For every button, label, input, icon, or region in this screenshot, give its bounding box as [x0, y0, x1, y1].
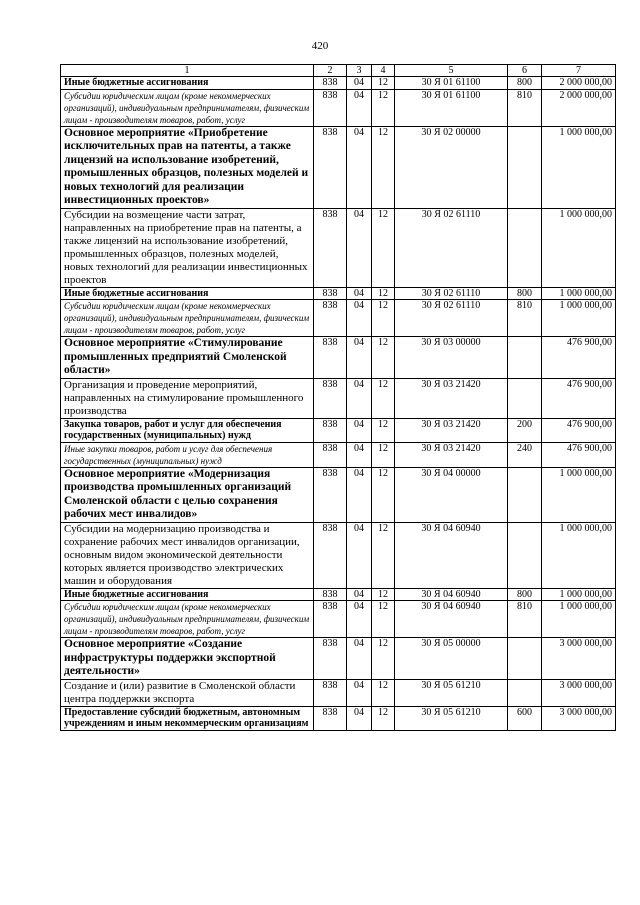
table-row	[61, 418, 616, 442]
row-name-cell: Субсидии на возмещение части затрат, направленных на приобретение прав на патенты, а также лицензий на использование изобретений, промышленных образцов, полезных моделей, новых технологий для реализации инвестиционных проектов	[61, 208, 314, 287]
expense-type-cell: 810	[508, 300, 542, 337]
page-number: 420	[311, 40, 329, 52]
table-row	[61, 679, 616, 706]
target-article-cell: 30 Я 05 00000	[395, 638, 508, 680]
section-cell: 04	[347, 442, 372, 467]
budget-table	[60, 64, 616, 731]
code-cell: 838	[314, 287, 347, 300]
target-article-cell: 30 Я 02 61110	[395, 208, 508, 287]
row-name-cell: Субсидии юридическим лицам (кроме некоммерческих организаций), индивидуальным предпринимателям, физическим лицам - производителям товаров, работ, услуг	[61, 89, 314, 126]
expense-type-cell	[508, 337, 542, 379]
expense-type-cell	[508, 522, 542, 588]
code-cell: 838	[314, 522, 347, 588]
expense-type-cell: 200	[508, 418, 542, 442]
amount-cell: 1 000 000,00	[542, 467, 616, 522]
table-row	[61, 208, 616, 287]
section-cell: 04	[347, 300, 372, 337]
subsection-cell: 12	[372, 126, 395, 208]
header-cell: 5	[395, 65, 508, 77]
section-cell: 04	[347, 378, 372, 418]
row-name-cell: Предоставление субсидий бюджетным, автономным учреждениям и иным некоммерческим организациям	[61, 706, 314, 730]
code-cell: 838	[314, 89, 347, 126]
row-name-cell: Иные бюджетные ассигнования	[61, 588, 314, 601]
row-name-cell: Основное мероприятие «Создание инфраструктуры поддержки экспортной деятельности»	[61, 638, 314, 680]
table-body	[61, 65, 616, 731]
code-cell: 838	[314, 442, 347, 467]
amount-cell: 1 000 000,00	[542, 522, 616, 588]
target-article-cell: 30 Я 03 00000	[395, 337, 508, 379]
section-cell: 04	[347, 522, 372, 588]
target-article-cell: 30 Я 02 00000	[395, 126, 508, 208]
table-row	[61, 467, 616, 522]
code-cell: 838	[314, 601, 347, 638]
header-cell: 3	[347, 65, 372, 77]
header-cell: 7	[542, 65, 616, 77]
target-article-cell: 30 Я 03 21420	[395, 418, 508, 442]
expense-type-cell	[508, 208, 542, 287]
header-cell: 4	[372, 65, 395, 77]
section-cell: 04	[347, 601, 372, 638]
subsection-cell: 12	[372, 89, 395, 126]
row-name-cell: Иные бюджетные ассигнования	[61, 77, 314, 90]
table-row	[61, 300, 616, 337]
amount-cell: 1 000 000,00	[542, 300, 616, 337]
expense-type-cell: 800	[508, 287, 542, 300]
code-cell: 838	[314, 638, 347, 680]
section-cell: 04	[347, 418, 372, 442]
subsection-cell: 12	[372, 378, 395, 418]
section-cell: 04	[347, 208, 372, 287]
amount-cell: 1 000 000,00	[542, 287, 616, 300]
code-cell: 838	[314, 467, 347, 522]
subsection-cell: 12	[372, 638, 395, 680]
header-cell: 1	[61, 65, 314, 77]
header-row	[61, 65, 616, 77]
section-cell: 04	[347, 638, 372, 680]
expense-type-cell: 600	[508, 706, 542, 730]
amount-cell: 3 000 000,00	[542, 679, 616, 706]
target-article-cell: 30 Я 05 61210	[395, 706, 508, 730]
row-name-cell: Основное мероприятие «Модернизация производства промышленных организаций Смоленской области с целью сохранения рабочих мест инвалидов»	[61, 467, 314, 522]
code-cell: 838	[314, 337, 347, 379]
code-cell: 838	[314, 378, 347, 418]
code-cell: 838	[314, 679, 347, 706]
section-cell: 04	[347, 126, 372, 208]
table-row	[61, 588, 616, 601]
amount-cell: 1 000 000,00	[542, 126, 616, 208]
row-name-cell: Основное мероприятие «Приобретение исключительных прав на патенты, а также лицензий на использование изобретений, промышленных образцов, полезных моделей и новых технологий для реализации инвестиционных проектов»	[61, 126, 314, 208]
table-row	[61, 287, 616, 300]
target-article-cell: 30 Я 01 61100	[395, 77, 508, 90]
amount-cell: 3 000 000,00	[542, 706, 616, 730]
section-cell: 04	[347, 467, 372, 522]
table-row	[61, 638, 616, 680]
amount-cell: 476 900,00	[542, 418, 616, 442]
target-article-cell: 30 Я 04 60940	[395, 601, 508, 638]
subsection-cell: 12	[372, 442, 395, 467]
expense-type-cell: 810	[508, 601, 542, 638]
section-cell: 04	[347, 287, 372, 300]
target-article-cell: 30 Я 04 00000	[395, 467, 508, 522]
subsection-cell: 12	[372, 522, 395, 588]
row-name-cell: Организация и проведение мероприятий, направленных на стимулирование промышленного производства	[61, 378, 314, 418]
code-cell: 838	[314, 77, 347, 90]
row-name-cell: Закупка товаров, работ и услуг для обеспечения государственных (муниципальных) нужд	[61, 418, 314, 442]
section-cell: 04	[347, 337, 372, 379]
table-row	[61, 522, 616, 588]
target-article-cell: 30 Я 03 21420	[395, 378, 508, 418]
subsection-cell: 12	[372, 588, 395, 601]
subsection-cell: 12	[372, 300, 395, 337]
row-name-cell: Субсидии на модернизацию производства и сохранение рабочих мест инвалидов организации, основным видом экономической деятельности которых является производство электрических машин и оборудования	[61, 522, 314, 588]
table-row	[61, 126, 616, 208]
target-article-cell: 30 Я 01 61100	[395, 89, 508, 126]
section-cell: 04	[347, 77, 372, 90]
row-name-cell: Иные бюджетные ассигнования	[61, 287, 314, 300]
target-article-cell: 30 Я 02 61110	[395, 287, 508, 300]
amount-cell: 1 000 000,00	[542, 588, 616, 601]
subsection-cell: 12	[372, 679, 395, 706]
table-row	[61, 89, 616, 126]
amount-cell: 3 000 000,00	[542, 638, 616, 680]
code-cell: 838	[314, 588, 347, 601]
code-cell: 838	[314, 126, 347, 208]
row-name-cell: Иные закупки товаров, работ и услуг для обеспечения государственных (муниципальных) нужд	[61, 442, 314, 467]
expense-type-cell: 800	[508, 77, 542, 90]
header-cell: 2	[314, 65, 347, 77]
table-row	[61, 337, 616, 379]
code-cell: 838	[314, 418, 347, 442]
subsection-cell: 12	[372, 601, 395, 638]
amount-cell: 476 900,00	[542, 378, 616, 418]
target-article-cell: 30 Я 04 60940	[395, 588, 508, 601]
row-name-cell: Субсидии юридическим лицам (кроме некоммерческих организаций), индивидуальным предпринимателям, физическим лицам - производителям товаров, работ, услуг	[61, 601, 314, 638]
expense-type-cell: 810	[508, 89, 542, 126]
table-row	[61, 706, 616, 730]
table-row	[61, 77, 616, 90]
code-cell: 838	[314, 706, 347, 730]
subsection-cell: 12	[372, 706, 395, 730]
expense-type-cell	[508, 467, 542, 522]
table-row	[61, 442, 616, 467]
expense-type-cell: 800	[508, 588, 542, 601]
table-row	[61, 378, 616, 418]
row-name-cell: Основное мероприятие «Стимулирование промышленных предприятий Смоленской области»	[61, 337, 314, 379]
header-cell: 6	[508, 65, 542, 77]
target-article-cell: 30 Я 02 61110	[395, 300, 508, 337]
amount-cell: 476 900,00	[542, 337, 616, 379]
subsection-cell: 12	[372, 467, 395, 522]
expense-type-cell: 240	[508, 442, 542, 467]
expense-type-cell	[508, 378, 542, 418]
target-article-cell: 30 Я 03 21420	[395, 442, 508, 467]
subsection-cell: 12	[372, 418, 395, 442]
amount-cell: 476 900,00	[542, 442, 616, 467]
section-cell: 04	[347, 706, 372, 730]
section-cell: 04	[347, 588, 372, 601]
expense-type-cell	[508, 638, 542, 680]
code-cell: 838	[314, 208, 347, 287]
subsection-cell: 12	[372, 208, 395, 287]
subsection-cell: 12	[372, 77, 395, 90]
amount-cell: 1 000 000,00	[542, 208, 616, 287]
code-cell: 838	[314, 300, 347, 337]
table-row	[61, 601, 616, 638]
row-name-cell: Создание и (или) развитие в Смоленской области центра поддержки экспорта	[61, 679, 314, 706]
expense-type-cell	[508, 126, 542, 208]
expense-type-cell	[508, 679, 542, 706]
target-article-cell: 30 Я 04 60940	[395, 522, 508, 588]
amount-cell: 2 000 000,00	[542, 77, 616, 90]
amount-cell: 1 000 000,00	[542, 601, 616, 638]
row-name-cell: Субсидии юридическим лицам (кроме некоммерческих организаций), индивидуальным предпринимателям, физическим лицам - производителям товаров, работ, услуг	[61, 300, 314, 337]
target-article-cell: 30 Я 05 61210	[395, 679, 508, 706]
section-cell: 04	[347, 679, 372, 706]
subsection-cell: 12	[372, 287, 395, 300]
section-cell: 04	[347, 89, 372, 126]
amount-cell: 2 000 000,00	[542, 89, 616, 126]
subsection-cell: 12	[372, 337, 395, 379]
